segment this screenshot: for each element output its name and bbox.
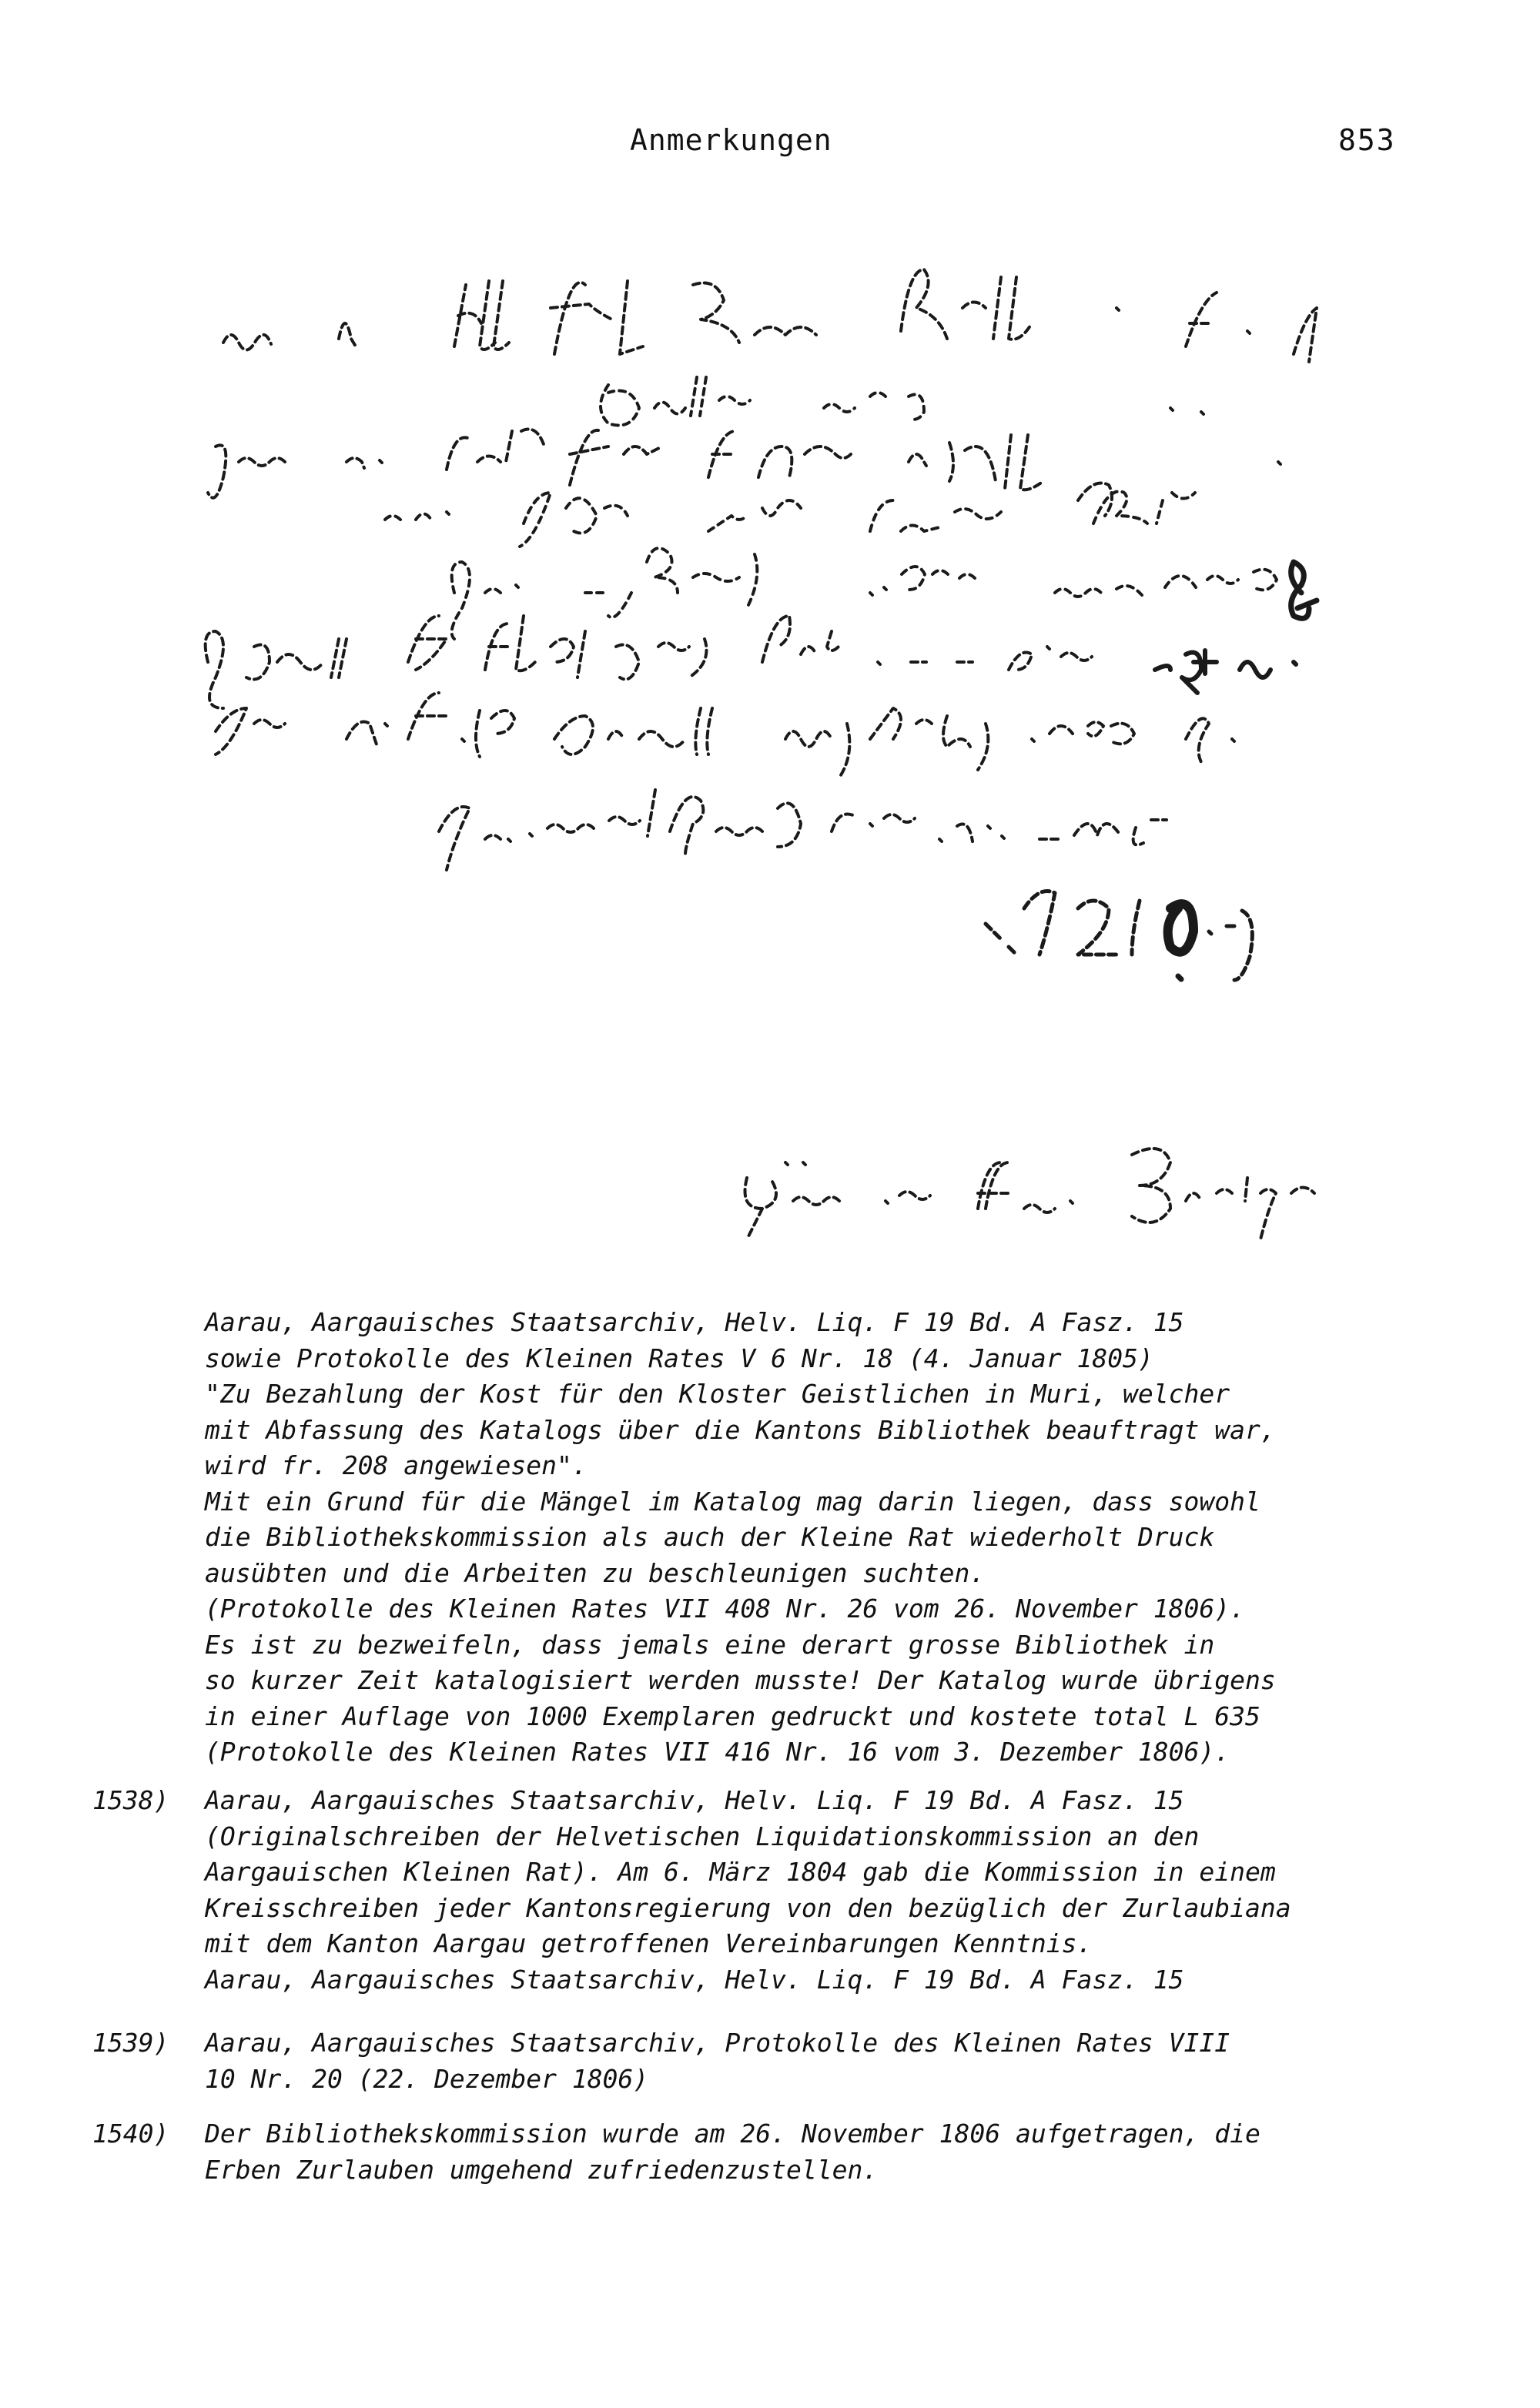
footnote-text <box>205 1305 1475 1771</box>
footnote-number: 1539) <box>92 2028 169 2058</box>
footnote-line: Kreisschreiben jeder Kantonsregierung von den bezüglich der Zurlaubiana <box>205 1892 1291 1923</box>
footnote-number: 1540) <box>92 2119 169 2149</box>
footnote-text <box>205 2116 1475 2188</box>
footnote-line: 10 Nr. 20 (22. Dezember 1806) <box>205 2063 649 2094</box>
footnote-line: Es ist zu bezweifeln, dass jemals eine derart grosse Bibliothek in <box>205 1629 1215 1660</box>
handwritten-receipt-icon <box>154 231 1386 1309</box>
page-number: 853 <box>1338 123 1396 157</box>
footnote-line: Aarau, Aargauisches Staatsarchiv, Protokolle des Kleinen Rates VIII <box>205 2028 1230 2058</box>
running-title: Anmerkungen <box>630 123 832 157</box>
footnote-line: Aargauischen Kleinen Rat). Am 6. März 1804 gab die Kommission in einem <box>205 1857 1276 1887</box>
footnote-line: sowie Protokolle des Kleinen Rates V 6 Nr. 18 (4. Januar 1805) <box>205 1343 1153 1373</box>
footnote-line: Aarau, Aargauisches Staatsarchiv, Helv. Liq. F 19 Bd. A Fasz. 15 <box>205 1785 1184 1815</box>
footnote-line: in einer Auflage von 1000 Exemplaren gedruckt und kostete total L 635 <box>205 1701 1260 1731</box>
footnote-line: Aarau, Aargauisches Staatsarchiv, Helv. Liq. F 19 Bd. A Fasz. 15 <box>205 1964 1184 1995</box>
footnote-line: (Originalschreiben der Helvetischen Liquidationskommission an den <box>205 1821 1200 1851</box>
footnote-line: Der Bibliothekskommission wurde am 26. November 1806 aufgetragen, die <box>205 2119 1260 2149</box>
footnote-line: (Protokolle des Kleinen Rates VII 408 Nr. 26 vom 26. November 1806). <box>205 1594 1246 1624</box>
footnote-text <box>205 1783 1475 1998</box>
footnote-line: mit dem Kanton Aargau getroffenen Vereinbarungen Kenntnis. <box>205 1928 1093 1958</box>
footnote-line: Aarau, Aargauisches Staatsarchiv, Helv. Liq. F 19 Bd. A Fasz. 15 <box>205 1307 1184 1337</box>
handwritten-receipt-image <box>154 231 1386 1309</box>
footnote-text <box>205 2025 1475 2097</box>
footnote-line: Erben Zurlauben umgehend zufriedenzustellen. <box>205 2154 879 2185</box>
footnote-line: so kurzer Zeit katalogisiert werden musste! Der Katalog wurde übrigens <box>205 1665 1276 1695</box>
footnote-line: die Bibliothekskommission als auch der Kleine Rat wiederholt Druck <box>205 1522 1215 1552</box>
footnote-line: "Zu Bezahlung der Kost für den Kloster Geistlichen in Muri, welcher <box>205 1379 1230 1409</box>
footnote-line: ausübten und die Arbeiten zu beschleunigen suchten. <box>205 1557 986 1588</box>
footnote-number: 1538) <box>92 1785 169 1815</box>
footnote-line: mit Abfassung des Katalogs über die Kantons Bibliothek beauftragt war, <box>205 1414 1276 1445</box>
footnote-line: wird fr. 208 angewiesen". <box>205 1450 588 1480</box>
footnote-line: Mit ein Grund für die Mängel im Katalog mag darin liegen, dass sowohl <box>205 1486 1260 1517</box>
footnote-line: (Protokolle des Kleinen Rates VII 416 Nr. 16 vom 3. Dezember 1806). <box>205 1737 1230 1767</box>
page-header <box>0 123 1540 169</box>
